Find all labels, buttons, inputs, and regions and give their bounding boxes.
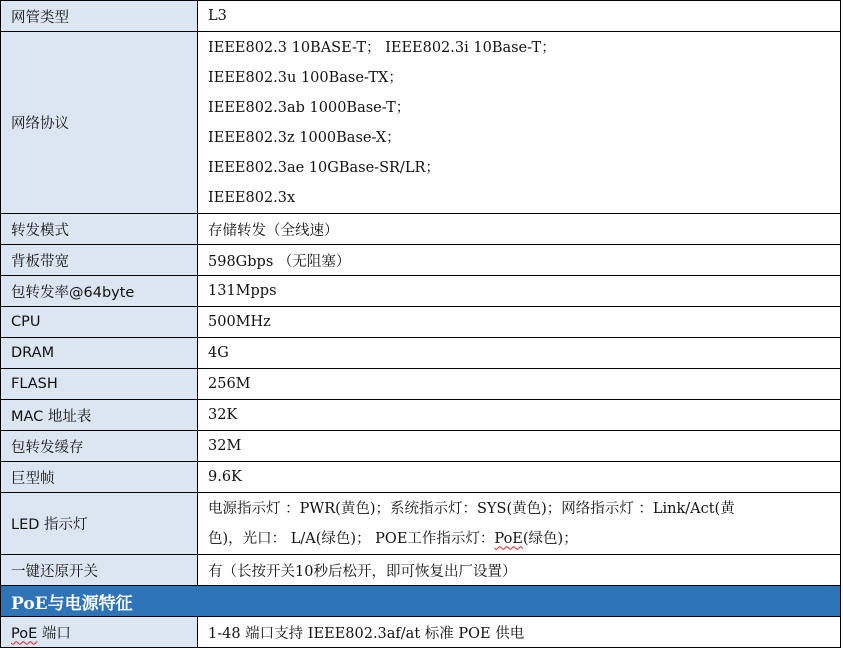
row-value-flash: 256M (198, 369, 841, 400)
row-value-dram: 4G (198, 338, 841, 369)
row-value-protocols (198, 32, 841, 214)
row-label-forward-mode: 转发模式 (1, 214, 198, 245)
protocol-line: IEEE802.3ab 1000Base-T； (208, 99, 411, 116)
row-label-poe-ports (1, 617, 198, 648)
table-row (1, 555, 841, 586)
row-label-backplane: 背板带宽 (1, 245, 198, 276)
row-label-pps: 包转发率@64byte (1, 276, 198, 307)
table-row (1, 431, 841, 462)
protocol-line: IEEE802.3 10BASE-T； IEEE802.3i 10Base-T； (208, 39, 556, 56)
protocol-line: IEEE802.3u 100Base-TX； (208, 69, 403, 86)
row-value-pps: 131Mpps (198, 276, 841, 307)
row-value-cpu: 500MHz (198, 307, 841, 338)
row-label-reset: 一键还原开关 (1, 555, 198, 586)
row-label-buffer: 包转发缓存 (1, 431, 198, 462)
table-row (1, 462, 841, 493)
poe-ports-label-rest: 端口 (37, 625, 71, 642)
led-line-2 (208, 524, 840, 554)
row-label-mac: MAC 地址表 (1, 400, 198, 431)
row-label-cpu: CPU (1, 307, 198, 338)
row-value-reset: 有（长按开关10秒后松开，即可恢复出厂设置） (198, 555, 841, 586)
table-row (1, 307, 841, 338)
row-value-backplane: 598Gbps （无阻塞） (198, 245, 841, 276)
poe-spellcheck-word: PoE (11, 625, 38, 642)
protocol-line: IEEE802.3ae 10GBase-SR/LR； (208, 159, 440, 176)
row-label-dram: DRAM (1, 338, 198, 369)
table-row (1, 276, 841, 307)
row-label-jumbo: 巨型帧 (1, 462, 198, 493)
row-value-poe-ports: 1-48 端口支持 IEEE802.3af/at 标准 POE 供电 (198, 617, 841, 648)
table-row (1, 214, 841, 245)
table-row (1, 400, 841, 431)
table-row (1, 1, 841, 32)
table-row (1, 32, 841, 214)
led-line-1: 电源指示灯 ：PWR(黄色)；系统指示灯：SYS(黄色)；网络指示灯 ：Link/Act(黄 (208, 500, 735, 517)
row-label-led: LED 指示灯 (1, 493, 198, 555)
poe-spellcheck-word: PoE (494, 530, 523, 547)
table-row (1, 369, 841, 400)
led-line-2b: (绿色)； (522, 530, 578, 547)
row-value-jumbo: 9.6K (198, 462, 841, 493)
table-row (1, 245, 841, 276)
row-value-mgmt-type: L3 (198, 1, 841, 32)
row-value-buffer: 32M (198, 431, 841, 462)
row-value-mac: 32K (198, 400, 841, 431)
row-value-forward-mode: 存储转发（全线速） (198, 214, 841, 245)
protocol-line: IEEE802.3x (208, 189, 296, 206)
led-line-2a: 色)，光口： L/A(绿色)； POE工作指示灯： (208, 530, 495, 547)
section-title: PoE与电源特征 (1, 586, 841, 617)
table-row (1, 617, 841, 648)
table-row (1, 493, 841, 555)
table-row (1, 338, 841, 369)
protocol-line: IEEE802.3z 1000Base-X； (208, 129, 401, 146)
row-label-protocols: 网络协议 (1, 32, 198, 214)
row-label-flash: FLASH (1, 369, 198, 400)
row-label-mgmt-type: 网管类型 (1, 1, 198, 32)
section-row (1, 586, 841, 617)
row-value-led (198, 493, 841, 555)
